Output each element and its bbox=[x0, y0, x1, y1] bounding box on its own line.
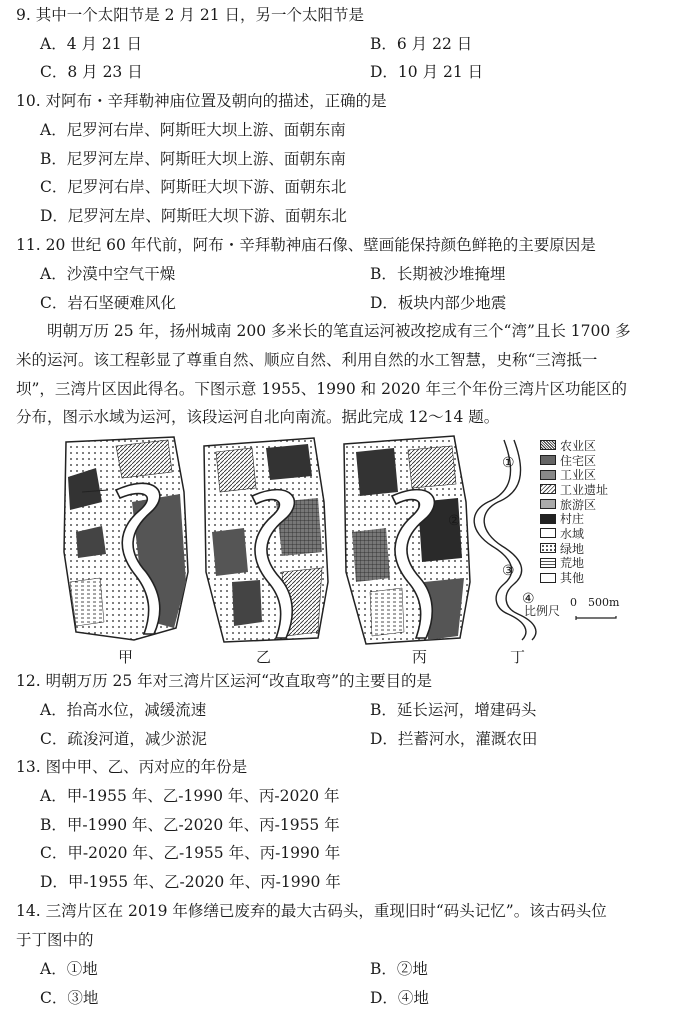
legend-water: 水域 bbox=[540, 526, 680, 541]
swatch-wasteland bbox=[540, 558, 556, 568]
scale-bar bbox=[576, 616, 616, 620]
swatch-water bbox=[540, 528, 556, 538]
q14-option-c: C．③地 bbox=[40, 989, 99, 1007]
scale-zero: 0 bbox=[570, 596, 577, 609]
swatch-residential bbox=[540, 455, 556, 465]
marker-3: ③ bbox=[502, 563, 515, 579]
q12-option-c: C．疏浚河道，减少淤泥 bbox=[40, 730, 207, 748]
q9-option-b: B．6 月 22 日 bbox=[370, 35, 473, 53]
q11-option-b: B．长期被沙堆掩埋 bbox=[370, 265, 506, 283]
q10-option-d: D．尼罗河左岸、阿斯旺大坝下游、面朝东北 bbox=[40, 207, 347, 225]
legend-green: 绿地 bbox=[540, 541, 680, 556]
caption-ding: 丁 bbox=[510, 648, 526, 666]
q9-stem: 9. 其中一个太阳节是 2 月 21 日，另一个太阳节是 bbox=[16, 6, 365, 24]
swatch-industrial-heritage bbox=[540, 484, 556, 494]
map-bing bbox=[344, 436, 470, 644]
q9-option-d: D．10 月 21 日 bbox=[370, 63, 484, 81]
q13-option-a: A．甲-1955 年、乙-1990 年、丙-2020 年 bbox=[40, 787, 340, 805]
q13-option-c: C．甲-2020 年、乙-1955 年、丙-1990 年 bbox=[40, 844, 341, 862]
passage-line-2: 米的运河。该工程彰显了尊重自然、顺应自然、利用自然的水工智慧，史称“三湾抵一 bbox=[16, 351, 598, 369]
q10-stem: 10. 对阿布・辛拜勒神庙位置及朝向的描述，正确的是 bbox=[16, 92, 387, 110]
legend-industrial-heritage: 工业遗址 bbox=[540, 482, 680, 497]
q12-stem: 12. 明朝万历 25 年对三湾片区运河“改直取弯”的主要目的是 bbox=[16, 672, 433, 690]
swatch-other bbox=[540, 573, 556, 583]
legend-residential: 住宅区 bbox=[540, 453, 680, 468]
q14-option-a: A．①地 bbox=[40, 960, 98, 978]
caption-yi: 乙 bbox=[256, 648, 272, 666]
marker-2: ② bbox=[448, 513, 461, 529]
marker-1: ① bbox=[502, 455, 515, 471]
swatch-village bbox=[540, 514, 556, 524]
q12-option-b: B．延长运河，增建码头 bbox=[370, 701, 537, 719]
map-jia bbox=[64, 437, 188, 640]
q10-option-c: C．尼罗河右岸、阿斯旺大坝下游、面朝东北 bbox=[40, 178, 347, 196]
legend-village: 村庄 bbox=[540, 511, 680, 526]
q11-stem: 11. 20 世纪 60 年代前，阿布・辛拜勒神庙石像、壁画能保持颜色鲜艳的主要原因是 bbox=[16, 236, 596, 254]
caption-jia: 甲 bbox=[118, 648, 134, 666]
marker-4: ④ bbox=[522, 591, 535, 607]
passage-line-3: 坝”，三湾片区因此得名。下图示意 1955、1990 和 2020 年三个年份三湾片区功能区的 bbox=[16, 380, 627, 398]
q9-option-c: C．8 月 23 日 bbox=[40, 63, 143, 81]
legend-wasteland: 荒地 bbox=[540, 556, 680, 571]
swatch-agriculture bbox=[540, 440, 556, 450]
legend-industrial: 工业区 bbox=[540, 467, 680, 482]
scale-label: 比例尺 bbox=[524, 604, 561, 618]
legend-tourism: 旅游区 bbox=[540, 497, 680, 512]
q14-option-b: B．②地 bbox=[370, 960, 428, 978]
passage-line-1: 明朝万历 25 年，扬州城南 200 多米长的笔直运河被改挖成有三个“湾”且长 1700 多 bbox=[47, 322, 631, 340]
q11-option-a: A．沙漠中空气干燥 bbox=[40, 265, 176, 283]
q14-stem-line-1: 14. 三湾片区在 2019 年修缮已废弃的最大古码头，重现旧时“码头记忆”。该古码头位 bbox=[16, 902, 607, 920]
q12-option-a: A．抬高水位，减缓流速 bbox=[40, 701, 207, 719]
scale-value: 500m bbox=[588, 596, 620, 609]
q13-option-b: B．甲-1990 年、乙-2020 年、丙-1955 年 bbox=[40, 816, 340, 834]
map-legend bbox=[540, 438, 680, 585]
swatch-industrial bbox=[540, 470, 556, 480]
swatch-tourism bbox=[540, 499, 556, 509]
caption-bing: 丙 bbox=[412, 648, 428, 666]
legend-agriculture: 农业区 bbox=[540, 438, 680, 453]
q9-option-a: A．4 月 21 日 bbox=[40, 35, 143, 53]
swatch-green bbox=[540, 543, 556, 553]
q13-option-d: D．甲-1955 年、乙-2020 年、丙-1990 年 bbox=[40, 873, 341, 891]
q10-option-b: B．尼罗河左岸、阿斯旺大坝上游、面朝东南 bbox=[40, 150, 346, 168]
q14-option-d: D．④地 bbox=[370, 989, 429, 1007]
map-yi bbox=[204, 438, 328, 642]
q12-option-d: D．拦蓄河水，灌溉农田 bbox=[370, 730, 538, 748]
q13-stem: 13. 图中甲、乙、丙对应的年份是 bbox=[16, 758, 248, 776]
q14-stem-line-2: 于丁图中的 bbox=[16, 931, 94, 949]
q11-option-d: D．板块内部少地震 bbox=[370, 294, 507, 312]
q10-option-a: A．尼罗河右岸、阿斯旺大坝上游、面朝东南 bbox=[40, 121, 346, 139]
q11-option-c: C．岩石坚硬难风化 bbox=[40, 294, 176, 312]
legend-other: 其他 bbox=[540, 570, 680, 585]
passage-line-4: 分布，图示水域为运河，该段运河自北向南流。据此完成 12～14 题。 bbox=[16, 408, 500, 426]
